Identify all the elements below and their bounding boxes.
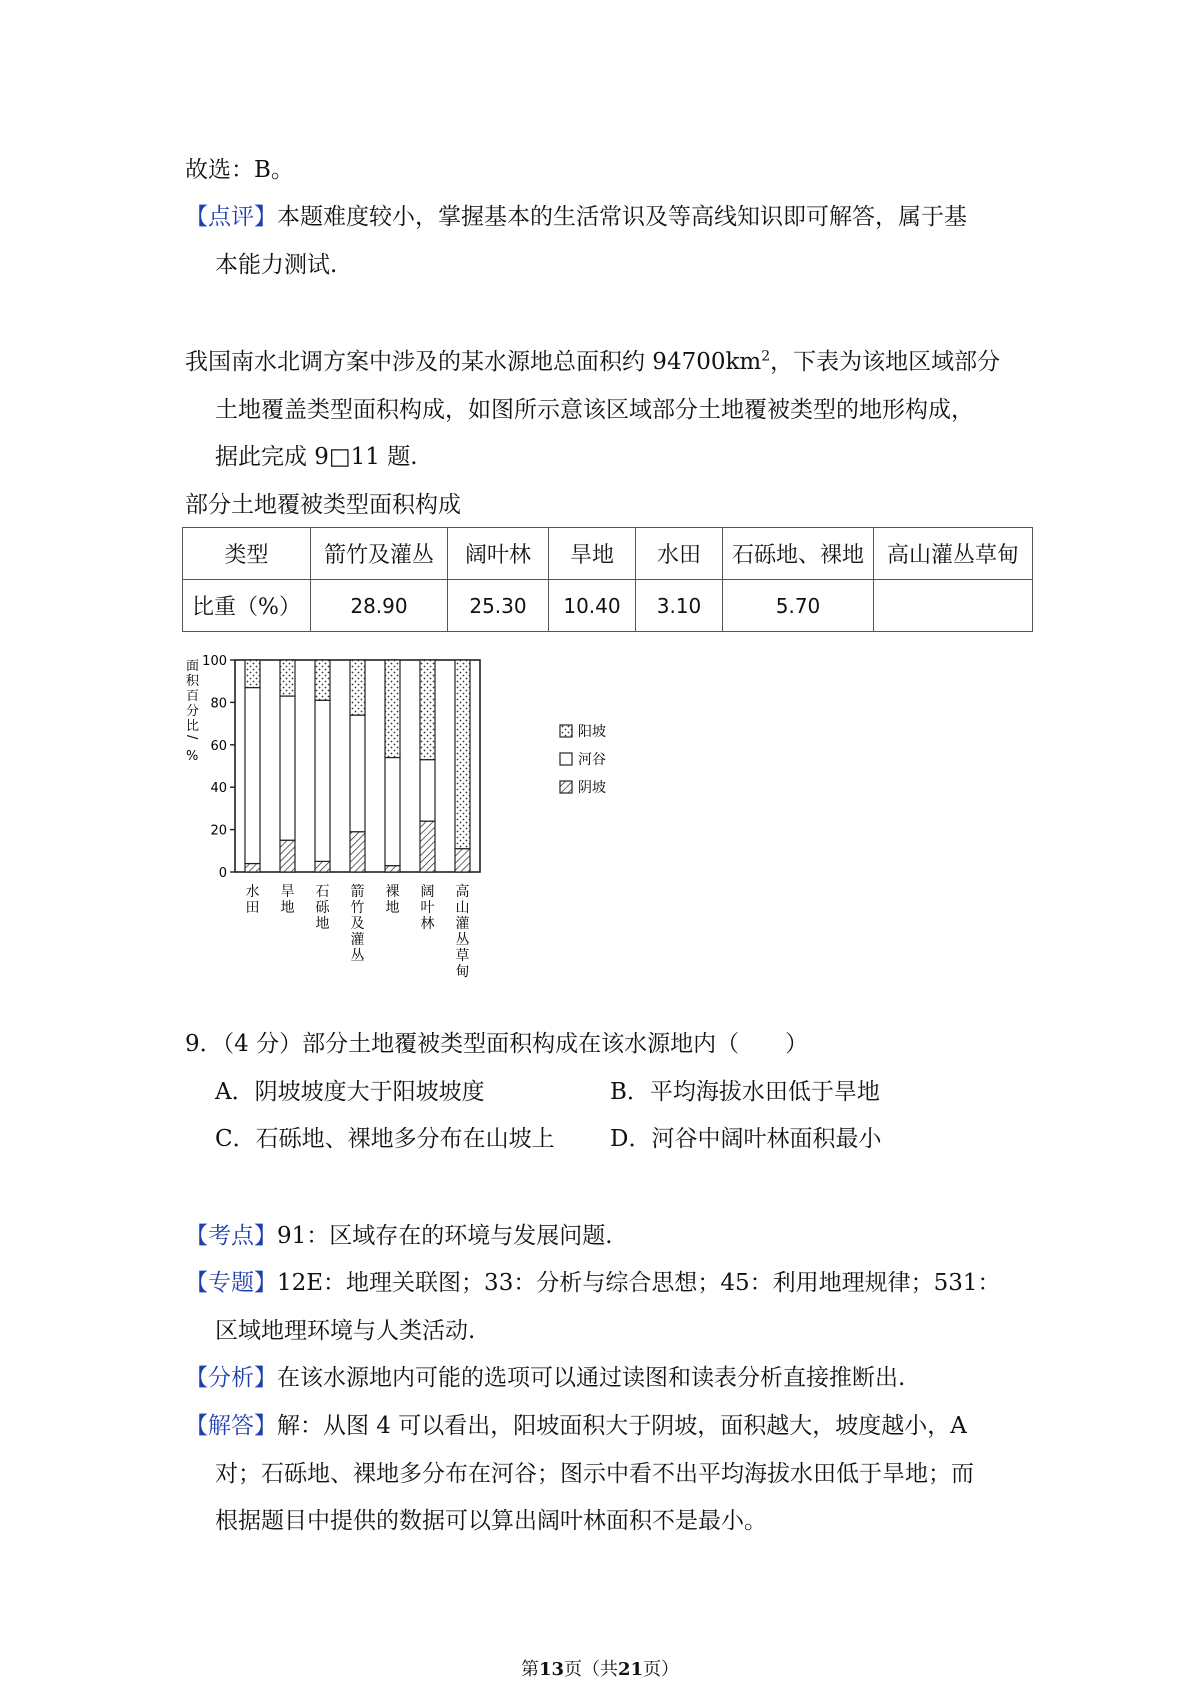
option-b[interactable]: B．平均海拔水田低于旱地: [610, 1079, 880, 1105]
bar-segment: [315, 861, 330, 872]
y-axis-label-char: 百: [186, 689, 200, 704]
x-tick-label-char: 灌: [455, 916, 470, 932]
zhuanti-line-2: 区域地理环境与人类活动.: [215, 1318, 476, 1344]
comment-tag: 【点评】: [185, 204, 277, 230]
zhuanti-line: [185, 1267, 1001, 1299]
table-value-row: [183, 580, 1033, 632]
option-d[interactable]: D．河谷中阔叶林面积最小: [610, 1126, 882, 1152]
kaodian-tag: 【考点】: [185, 1223, 277, 1249]
y-axis-ticks: [202, 654, 480, 881]
header-cell: 高山灌丛草甸: [874, 528, 1033, 580]
table-caption: 部分土地覆被类型面积构成: [185, 492, 461, 518]
passage-line-3: 据此完成 9□11 题.: [215, 444, 418, 470]
bar-segment: [385, 866, 400, 872]
x-tick-label-char: 地: [315, 916, 330, 932]
x-tick-label-char: 水: [245, 884, 260, 900]
x-tick-label-char: 林: [420, 916, 435, 932]
footer-suffix: 页）: [643, 1659, 680, 1680]
x-tick-label-char: 甸: [455, 964, 470, 980]
bar-segment: [385, 660, 400, 758]
jieda-line: [185, 1410, 967, 1442]
passage-line-1: [185, 346, 1000, 378]
bar-segment: [280, 660, 295, 696]
bar-segment: [350, 660, 365, 715]
y-axis-label-char: 积: [186, 674, 200, 689]
header-cell: 水田: [636, 528, 723, 580]
x-axis-labels: [246, 883, 470, 980]
fenxi-line: [185, 1362, 905, 1394]
legend-label: 河谷: [578, 752, 606, 768]
option-a[interactable]: A．阴坡坡度大于阳坡坡度: [215, 1079, 485, 1105]
y-axis-label-char: 分: [186, 704, 200, 719]
stacked-bar-chart: [180, 650, 630, 1012]
bar-segment: [350, 832, 365, 872]
x-tick-label-char: 丛: [455, 932, 470, 948]
bar-segment: [315, 700, 330, 861]
value-cell: 10.40: [549, 580, 636, 632]
x-tick-label-char: 砾: [315, 900, 330, 916]
legend-label: 阳坡: [578, 724, 606, 740]
x-tick-label-char: 裸: [385, 884, 400, 900]
zhuanti-tag: 【专题】: [185, 1270, 277, 1296]
bar-segment: [280, 840, 295, 872]
x-tick-label-char: 草: [455, 948, 470, 964]
zhuanti-text: 12E：地理关联图；33：分析与综合思想；45：利用地理规律；531：: [277, 1270, 1001, 1296]
comment-line: [185, 201, 967, 233]
y-axis-label-char: 面: [186, 659, 200, 674]
cover-table: [182, 527, 1033, 632]
header-cell: 石砾地、裸地: [723, 528, 874, 580]
y-axis-label-char: %: [186, 749, 199, 764]
bar-segment: [350, 715, 365, 832]
x-tick-label-char: 竹: [350, 900, 365, 916]
header-cell: 类型: [183, 528, 311, 580]
passage-text-b: ，下表为该地区域部分: [770, 349, 1001, 375]
y-tick-label: 40: [210, 781, 227, 797]
bar-segment: [245, 688, 260, 864]
kaodian-line: [185, 1220, 613, 1252]
footer-middle: 页（共: [564, 1659, 618, 1680]
row-label: 比重（%）: [183, 580, 311, 632]
legend-swatch: [560, 725, 572, 737]
page-footer: [0, 1655, 1200, 1681]
table-header-row: [183, 528, 1033, 580]
bar-segment: [455, 849, 470, 872]
legend-label: 阴坡: [578, 780, 606, 796]
legend: [560, 724, 606, 796]
bar-segment: [420, 660, 435, 760]
jieda-line-2: 对；石砾地、裸地多分布在河谷；图示中看不出平均海拔水田低于旱地；而: [215, 1461, 974, 1487]
kaodian-text: 91：区域存在的环境与发展问题.: [277, 1223, 613, 1249]
value-cell: 25.30: [448, 580, 549, 632]
question-stem: 9．（4 分）部分土地覆被类型面积构成在该水源地内（ ）: [185, 1031, 809, 1057]
value-cell: 28.90: [311, 580, 448, 632]
bar-segment: [245, 864, 260, 872]
y-axis-label-char: 比: [186, 719, 200, 734]
x-tick-label-char: 灌: [350, 932, 365, 948]
x-tick-label-char: 丛: [350, 948, 365, 964]
jieda-text: 解：从图 4 可以看出，阳坡面积大于阴坡，面积越大，坡度越小，A: [277, 1413, 967, 1439]
bar-segment: [420, 821, 435, 872]
x-tick-label-char: 及: [350, 916, 365, 932]
footer-prefix: 第: [520, 1659, 539, 1680]
x-tick-label-char: 高: [455, 884, 470, 900]
y-tick-label: 0: [218, 866, 227, 881]
page-number: 13: [538, 1659, 564, 1680]
page-total: 21: [618, 1659, 644, 1680]
x-tick-label-char: 旱: [280, 884, 295, 900]
bar-segment: [420, 760, 435, 821]
bar-segment: [280, 696, 295, 840]
bar-segment: [455, 660, 470, 849]
jieda-line-3: 根据题目中提供的数据可以算出阔叶林面积不是最小。: [215, 1508, 767, 1534]
y-tick-label: 100: [202, 654, 227, 669]
option-c[interactable]: C．石砾地、裸地多分布在山坡上: [215, 1126, 555, 1152]
value-cell: [874, 580, 1033, 632]
y-axis-label-char: /: [184, 735, 199, 740]
fenxi-tag: 【分析】: [185, 1365, 277, 1391]
legend-swatch: [560, 781, 572, 793]
comment-line-2: 本能力测试.: [215, 252, 338, 278]
y-tick-label: 60: [210, 738, 227, 754]
y-tick-label: 20: [210, 823, 227, 839]
x-tick-label-char: 阔: [420, 884, 435, 900]
bars: [245, 660, 470, 872]
jieda-tag: 【解答】: [185, 1413, 277, 1439]
x-tick-label-char: 地: [385, 900, 400, 916]
bar-segment: [385, 758, 400, 866]
passage-line-2: 土地覆盖类型面积构成，如图所示意该区域部分土地覆被类型的地形构成，: [215, 397, 974, 423]
header-cell: 阔叶林: [448, 528, 549, 580]
x-tick-label-char: 田: [245, 900, 260, 916]
bar-segment: [315, 660, 330, 700]
header-cell: 箭竹及灌丛: [311, 528, 448, 580]
answer-line: 故选：B。: [185, 157, 294, 183]
y-axis-label: [184, 659, 200, 764]
x-tick-label-char: 箭: [350, 884, 365, 900]
x-tick-label-char: 叶: [420, 900, 435, 916]
value-cell: 5.70: [723, 580, 874, 632]
passage-text-a: 我国南水北调方案中涉及的某水源地总面积约 94700km: [185, 349, 762, 375]
superscript: 2: [761, 348, 771, 365]
legend-swatch: [560, 753, 572, 765]
comment-text: 本题难度较小，掌握基本的生活常识及等高线知识即可解答，属于基: [277, 204, 967, 230]
x-tick-label-char: 山: [455, 900, 470, 916]
x-tick-label-char: 地: [280, 900, 295, 916]
x-tick-label-char: 石: [315, 884, 330, 900]
value-cell: 3.10: [636, 580, 723, 632]
header-cell: 旱地: [549, 528, 636, 580]
bar-segment: [245, 660, 260, 688]
y-tick-label: 80: [210, 696, 227, 712]
fenxi-text: 在该水源地内可能的选项可以通过读图和读表分析直接推断出.: [277, 1365, 906, 1391]
